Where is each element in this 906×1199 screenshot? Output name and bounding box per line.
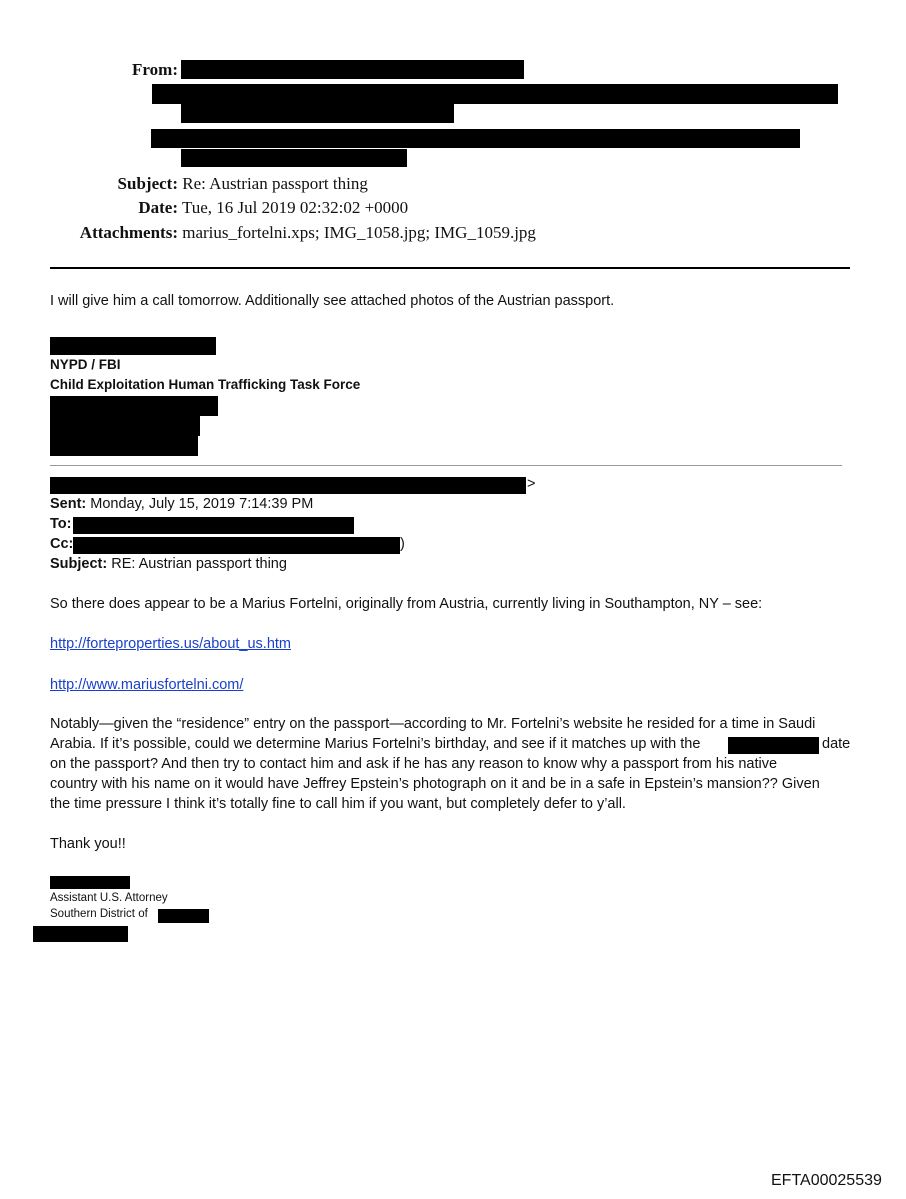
sent-value: Monday, July 15, 2019 7:14:39 PM [90, 496, 314, 512]
document-id: EFTA00025539 [771, 1172, 882, 1189]
redaction-sig-line-3 [50, 436, 198, 456]
from-label: From: [132, 60, 178, 79]
header-divider [50, 267, 850, 269]
sig-district: Southern District of [50, 908, 148, 920]
sig-title: Assistant U.S. Attorney [50, 892, 168, 904]
subject-label: Subject: [117, 174, 178, 193]
orig-paragraph-3-line-5: the time pressure I think it’s totally fine to call him if you want, but completely defer to y’all. [50, 796, 626, 812]
redaction-sig-name [50, 337, 216, 355]
orig-paragraph-3-line-4: country with his name on it would have Jeffrey Epstein’s photograph on it and be in a safe in Epstein’s mansion?? Given [50, 776, 820, 792]
cc-label: Cc: [50, 536, 74, 552]
redaction-from-line-3 [151, 129, 800, 148]
redaction-to [73, 517, 354, 534]
orig-paragraph-3-line-1: Notably—given the “residence” entry on the passport—according to Mr. Fortelni’s website he resided for a time in Saudi [50, 716, 816, 732]
to-label: To: [50, 516, 72, 532]
redaction-inline-date [728, 737, 819, 754]
sent-label: Sent: [50, 496, 87, 512]
reply-body: I will give him a call tomorrow. Additionally see attached photos of the Austrian passport. [50, 293, 615, 309]
orig-paragraph-1: So there does appear to be a Marius Fortelni, originally from Austria, currently living in Southampton, NY – see: [50, 596, 763, 612]
attachments-label: Attachments: [79, 223, 178, 242]
orig-subject-label: Subject: [50, 556, 108, 572]
redaction-sig-line-1 [50, 396, 218, 416]
thanks-line: Thank you!! [50, 836, 126, 852]
redaction-orig-sig-name [50, 876, 130, 889]
orig-paragraph-3-line-3: on the passport? And then try to contact him and ask if he has any reason to know why a passport from his native [50, 756, 778, 772]
orig-paragraph-3-line-2b: date [822, 736, 851, 752]
redaction-cc [73, 537, 400, 554]
redaction-orig-sig-extra [33, 926, 128, 942]
link-mariusfortelni[interactable]: http://www.mariusfortelni.com/ [50, 677, 244, 693]
orig-subject-value: RE: Austrian passport thing [111, 556, 287, 572]
cc-tail: ) [400, 536, 405, 552]
attachments-value[interactable]: marius_fortelni.xps; IMG_1058.jpg; IMG_1059.jpg [182, 223, 536, 242]
link-forteproperties[interactable]: http://forteproperties.us/about_us.htm [50, 636, 291, 652]
redaction-district [158, 909, 209, 923]
redaction-from-line-2 [181, 104, 454, 123]
sig-unit: Child Exploitation Human Trafficking Task Force [50, 377, 361, 392]
redaction-sig-line-2 [50, 416, 200, 436]
sig-org: NYPD / FBI [50, 357, 121, 372]
redaction-from-name [181, 60, 524, 79]
orig-paragraph-3-line-2a: Arabia. If it’s possible, could we determine Marius Fortelni’s birthday, and see if it matches up with the [50, 736, 701, 752]
date-label: Date: [138, 198, 178, 217]
quoted-divider [50, 465, 842, 466]
date-value: Tue, 16 Jul 2019 02:32:02 +0000 [181, 198, 409, 217]
redaction-from-line-4 [181, 149, 407, 167]
orig-from-tail: > [527, 476, 536, 492]
redaction-orig-from [50, 477, 526, 494]
redaction-from-line-1 [152, 84, 838, 104]
subject-value: Re: Austrian passport thing [182, 174, 368, 193]
